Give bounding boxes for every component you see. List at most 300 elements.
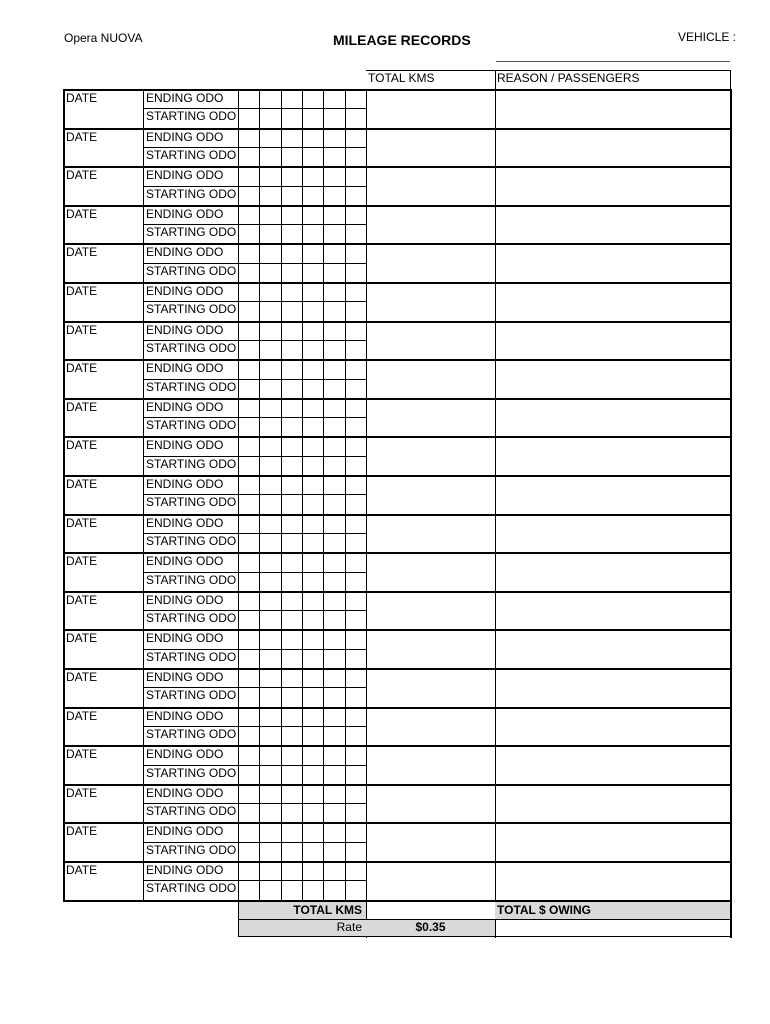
odo-digit-box[interactable] — [260, 109, 279, 126]
odo-digit-box[interactable] — [303, 283, 322, 300]
reason-passengers-field[interactable] — [497, 438, 728, 473]
odo-digit-box[interactable] — [260, 592, 279, 609]
odo-digit-box[interactable] — [324, 302, 343, 319]
odo-digit-box[interactable] — [303, 746, 322, 763]
odo-digit-box[interactable] — [346, 592, 365, 609]
odo-digit-box[interactable] — [260, 264, 279, 281]
reason-passengers-field[interactable] — [497, 400, 728, 435]
reason-passengers-field[interactable] — [497, 593, 728, 628]
odo-digit-box[interactable] — [346, 630, 365, 647]
odo-digit-box[interactable] — [282, 148, 301, 165]
total-kms-field[interactable] — [368, 400, 493, 435]
odo-digit-box[interactable] — [346, 399, 365, 416]
odo-digit-box[interactable] — [324, 225, 343, 242]
odo-digit-box[interactable] — [324, 785, 343, 802]
odo-digit-box[interactable] — [239, 611, 258, 628]
odo-digit-box[interactable] — [303, 843, 322, 860]
odo-digit-box[interactable] — [239, 862, 258, 879]
odo-digit-box[interactable] — [346, 457, 365, 474]
date-field[interactable] — [65, 417, 141, 434]
odo-digit-box[interactable] — [346, 283, 365, 300]
odo-digit-box[interactable] — [324, 592, 343, 609]
odo-digit-box[interactable] — [260, 534, 279, 551]
odo-digit-box[interactable] — [239, 785, 258, 802]
date-field[interactable] — [65, 687, 141, 704]
odo-digit-box[interactable] — [324, 727, 343, 744]
odo-digit-box[interactable] — [239, 225, 258, 242]
odo-digit-box[interactable] — [239, 727, 258, 744]
odo-digit-box[interactable] — [346, 148, 365, 165]
odo-digit-box[interactable] — [303, 360, 322, 377]
odo-digit-box[interactable] — [346, 476, 365, 493]
odo-digit-box[interactable] — [239, 534, 258, 551]
total-kms-field[interactable] — [368, 361, 493, 396]
odo-digit-box[interactable] — [324, 881, 343, 898]
total-kms-field[interactable] — [368, 168, 493, 203]
odo-digit-box[interactable] — [239, 881, 258, 898]
total-kms-field[interactable] — [368, 554, 493, 589]
odo-digit-box[interactable] — [239, 380, 258, 397]
odo-digit-box[interactable] — [260, 553, 279, 570]
odo-digit-box[interactable] — [303, 380, 322, 397]
date-field[interactable] — [65, 649, 141, 666]
odo-digit-box[interactable] — [282, 650, 301, 667]
odo-digit-box[interactable] — [303, 225, 322, 242]
total-kms-field[interactable] — [368, 477, 493, 512]
total-kms-field[interactable] — [368, 207, 493, 242]
odo-digit-box[interactable] — [324, 515, 343, 532]
odo-digit-box[interactable] — [346, 862, 365, 879]
odo-digit-box[interactable] — [324, 90, 343, 107]
odo-digit-box[interactable] — [303, 244, 322, 261]
odo-digit-box[interactable] — [303, 708, 322, 725]
odo-digit-box[interactable] — [260, 727, 279, 744]
odo-digit-box[interactable] — [346, 534, 365, 551]
odo-digit-box[interactable] — [303, 823, 322, 840]
date-field[interactable] — [65, 263, 141, 280]
total-kms-field[interactable] — [368, 593, 493, 628]
odo-digit-box[interactable] — [303, 322, 322, 339]
odo-digit-box[interactable] — [282, 244, 301, 261]
odo-digit-box[interactable] — [282, 90, 301, 107]
odo-digit-box[interactable] — [282, 843, 301, 860]
odo-digit-box[interactable] — [303, 727, 322, 744]
odo-digit-box[interactable] — [346, 553, 365, 570]
odo-digit-box[interactable] — [303, 476, 322, 493]
odo-digit-box[interactable] — [260, 881, 279, 898]
odo-digit-box[interactable] — [346, 418, 365, 435]
odo-digit-box[interactable] — [303, 766, 322, 783]
odo-digit-box[interactable] — [282, 360, 301, 377]
odo-digit-box[interactable] — [282, 592, 301, 609]
odo-digit-box[interactable] — [260, 785, 279, 802]
odo-digit-box[interactable] — [260, 669, 279, 686]
reason-passengers-field[interactable] — [497, 245, 728, 280]
odo-digit-box[interactable] — [239, 264, 258, 281]
total-kms-field[interactable] — [368, 670, 493, 705]
odo-digit-box[interactable] — [346, 264, 365, 281]
odo-digit-box[interactable] — [282, 476, 301, 493]
odo-digit-box[interactable] — [260, 360, 279, 377]
odo-digit-box[interactable] — [346, 495, 365, 512]
odo-digit-box[interactable] — [282, 553, 301, 570]
reason-passengers-field[interactable] — [497, 516, 728, 551]
odo-digit-box[interactable] — [346, 90, 365, 107]
odo-digit-box[interactable] — [346, 322, 365, 339]
odo-digit-box[interactable] — [239, 746, 258, 763]
reason-passengers-field[interactable] — [497, 670, 728, 705]
odo-digit-box[interactable] — [260, 708, 279, 725]
date-field[interactable] — [65, 610, 141, 627]
odo-digit-box[interactable] — [324, 437, 343, 454]
odo-digit-box[interactable] — [239, 457, 258, 474]
total-kms-field[interactable] — [368, 245, 493, 280]
odo-digit-box[interactable] — [282, 225, 301, 242]
date-field[interactable] — [65, 726, 141, 743]
date-field[interactable] — [65, 186, 141, 203]
odo-digit-box[interactable] — [239, 167, 258, 184]
odo-digit-box[interactable] — [303, 418, 322, 435]
odo-digit-box[interactable] — [260, 862, 279, 879]
odo-digit-box[interactable] — [346, 650, 365, 667]
odo-digit-box[interactable] — [239, 766, 258, 783]
odo-digit-box[interactable] — [282, 785, 301, 802]
odo-digit-box[interactable] — [282, 515, 301, 532]
odo-digit-box[interactable] — [239, 592, 258, 609]
odo-digit-box[interactable] — [239, 341, 258, 358]
odo-digit-box[interactable] — [282, 495, 301, 512]
odo-digit-box[interactable] — [303, 669, 322, 686]
odo-digit-box[interactable] — [346, 244, 365, 261]
total-kms-field[interactable] — [368, 130, 493, 165]
odo-digit-box[interactable] — [324, 804, 343, 821]
odo-digit-box[interactable] — [324, 650, 343, 667]
odo-digit-box[interactable] — [239, 283, 258, 300]
odo-digit-box[interactable] — [260, 476, 279, 493]
reason-passengers-field[interactable] — [497, 323, 728, 358]
odo-digit-box[interactable] — [346, 225, 365, 242]
odo-digit-box[interactable] — [260, 766, 279, 783]
odo-digit-box[interactable] — [346, 573, 365, 590]
odo-digit-box[interactable] — [324, 553, 343, 570]
odo-digit-box[interactable] — [282, 109, 301, 126]
odo-digit-box[interactable] — [346, 360, 365, 377]
odo-digit-box[interactable] — [346, 380, 365, 397]
odo-digit-box[interactable] — [324, 573, 343, 590]
odo-digit-box[interactable] — [239, 573, 258, 590]
odo-digit-box[interactable] — [346, 785, 365, 802]
odo-digit-box[interactable] — [324, 418, 343, 435]
footer-total-kms-field[interactable] — [368, 902, 493, 919]
odo-digit-box[interactable] — [282, 187, 301, 204]
odo-digit-box[interactable] — [346, 611, 365, 628]
odo-digit-box[interactable] — [324, 746, 343, 763]
total-kms-field[interactable] — [368, 91, 493, 126]
odo-digit-box[interactable] — [239, 244, 258, 261]
date-field[interactable] — [65, 572, 141, 589]
odo-digit-box[interactable] — [282, 437, 301, 454]
odo-digit-box[interactable] — [239, 708, 258, 725]
odo-digit-box[interactable] — [324, 708, 343, 725]
odo-digit-box[interactable] — [303, 264, 322, 281]
odo-digit-box[interactable] — [303, 495, 322, 512]
odo-digit-box[interactable] — [346, 804, 365, 821]
odo-digit-box[interactable] — [282, 206, 301, 223]
date-field[interactable] — [65, 108, 141, 125]
odo-digit-box[interactable] — [260, 746, 279, 763]
odo-digit-box[interactable] — [303, 785, 322, 802]
odo-digit-box[interactable] — [324, 129, 343, 146]
odo-digit-box[interactable] — [260, 573, 279, 590]
odo-digit-box[interactable] — [303, 862, 322, 879]
odo-digit-box[interactable] — [346, 302, 365, 319]
odo-digit-box[interactable] — [303, 630, 322, 647]
total-kms-field[interactable] — [368, 438, 493, 473]
odo-digit-box[interactable] — [260, 399, 279, 416]
reason-passengers-field[interactable] — [497, 747, 728, 782]
odo-digit-box[interactable] — [239, 109, 258, 126]
odo-digit-box[interactable] — [260, 322, 279, 339]
odo-digit-box[interactable] — [346, 688, 365, 705]
odo-digit-box[interactable] — [239, 515, 258, 532]
odo-digit-box[interactable] — [239, 669, 258, 686]
total-kms-field[interactable] — [368, 747, 493, 782]
odo-digit-box[interactable] — [303, 341, 322, 358]
reason-passengers-field[interactable] — [497, 91, 728, 126]
date-field[interactable] — [65, 340, 141, 357]
odo-digit-box[interactable] — [260, 129, 279, 146]
odo-digit-box[interactable] — [239, 302, 258, 319]
date-field[interactable] — [65, 301, 141, 318]
odo-digit-box[interactable] — [260, 457, 279, 474]
odo-digit-box[interactable] — [239, 650, 258, 667]
odo-digit-box[interactable] — [282, 457, 301, 474]
odo-digit-box[interactable] — [239, 437, 258, 454]
odo-digit-box[interactable] — [324, 399, 343, 416]
odo-digit-box[interactable] — [239, 148, 258, 165]
odo-digit-box[interactable] — [282, 669, 301, 686]
odo-digit-box[interactable] — [303, 515, 322, 532]
odo-digit-box[interactable] — [303, 90, 322, 107]
odo-digit-box[interactable] — [303, 534, 322, 551]
reason-passengers-field[interactable] — [497, 207, 728, 242]
odo-digit-box[interactable] — [282, 611, 301, 628]
odo-digit-box[interactable] — [260, 244, 279, 261]
odo-digit-box[interactable] — [346, 515, 365, 532]
odo-digit-box[interactable] — [239, 843, 258, 860]
odo-digit-box[interactable] — [324, 534, 343, 551]
odo-digit-box[interactable] — [324, 264, 343, 281]
total-kms-field[interactable] — [368, 709, 493, 744]
odo-digit-box[interactable] — [239, 476, 258, 493]
odo-digit-box[interactable] — [324, 187, 343, 204]
reason-passengers-field[interactable] — [497, 631, 728, 666]
odo-digit-box[interactable] — [239, 206, 258, 223]
odo-digit-box[interactable] — [239, 495, 258, 512]
odo-digit-box[interactable] — [282, 804, 301, 821]
odo-digit-box[interactable] — [303, 804, 322, 821]
odo-digit-box[interactable] — [346, 823, 365, 840]
odo-digit-box[interactable] — [239, 630, 258, 647]
odo-digit-box[interactable] — [324, 341, 343, 358]
odo-digit-box[interactable] — [239, 360, 258, 377]
total-kms-field[interactable] — [368, 786, 493, 821]
odo-digit-box[interactable] — [303, 187, 322, 204]
odo-digit-box[interactable] — [282, 708, 301, 725]
odo-digit-box[interactable] — [282, 418, 301, 435]
date-field[interactable] — [65, 533, 141, 550]
odo-digit-box[interactable] — [324, 862, 343, 879]
odo-digit-box[interactable] — [346, 746, 365, 763]
odo-digit-box[interactable] — [324, 167, 343, 184]
odo-digit-box[interactable] — [346, 341, 365, 358]
odo-digit-box[interactable] — [324, 457, 343, 474]
odo-digit-box[interactable] — [260, 302, 279, 319]
odo-digit-box[interactable] — [346, 727, 365, 744]
total-kms-field[interactable] — [368, 516, 493, 551]
odo-digit-box[interactable] — [303, 148, 322, 165]
reason-passengers-field[interactable] — [497, 477, 728, 512]
date-field[interactable] — [65, 456, 141, 473]
odo-digit-box[interactable] — [239, 187, 258, 204]
odo-digit-box[interactable] — [260, 611, 279, 628]
odo-digit-box[interactable] — [282, 264, 301, 281]
odo-digit-box[interactable] — [260, 90, 279, 107]
odo-digit-box[interactable] — [282, 727, 301, 744]
odo-digit-box[interactable] — [282, 630, 301, 647]
odo-digit-box[interactable] — [324, 476, 343, 493]
odo-digit-box[interactable] — [239, 418, 258, 435]
odo-digit-box[interactable] — [239, 804, 258, 821]
odo-digit-box[interactable] — [303, 437, 322, 454]
date-field[interactable] — [65, 147, 141, 164]
odo-digit-box[interactable] — [282, 167, 301, 184]
odo-digit-box[interactable] — [282, 283, 301, 300]
odo-digit-box[interactable] — [324, 322, 343, 339]
odo-digit-box[interactable] — [260, 341, 279, 358]
reason-passengers-field[interactable] — [497, 284, 728, 319]
odo-digit-box[interactable] — [239, 553, 258, 570]
total-kms-field[interactable] — [368, 284, 493, 319]
reason-passengers-field[interactable] — [497, 554, 728, 589]
odo-digit-box[interactable] — [346, 109, 365, 126]
odo-digit-box[interactable] — [282, 322, 301, 339]
odo-digit-box[interactable] — [282, 688, 301, 705]
odo-digit-box[interactable] — [239, 823, 258, 840]
odo-digit-box[interactable] — [346, 129, 365, 146]
odo-digit-box[interactable] — [346, 206, 365, 223]
total-kms-field[interactable] — [368, 824, 493, 859]
date-field[interactable] — [65, 224, 141, 241]
date-field[interactable] — [65, 765, 141, 782]
odo-digit-box[interactable] — [324, 360, 343, 377]
reason-passengers-field[interactable] — [497, 361, 728, 396]
odo-digit-box[interactable] — [303, 881, 322, 898]
odo-digit-box[interactable] — [303, 206, 322, 223]
odo-digit-box[interactable] — [260, 823, 279, 840]
odo-digit-box[interactable] — [282, 823, 301, 840]
odo-digit-box[interactable] — [303, 399, 322, 416]
odo-digit-box[interactable] — [303, 129, 322, 146]
odo-digit-box[interactable] — [324, 688, 343, 705]
odo-digit-box[interactable] — [303, 457, 322, 474]
odo-digit-box[interactable] — [282, 862, 301, 879]
odo-digit-box[interactable] — [239, 399, 258, 416]
reason-passengers-field[interactable] — [497, 786, 728, 821]
odo-digit-box[interactable] — [324, 380, 343, 397]
odo-digit-box[interactable] — [303, 167, 322, 184]
odo-digit-box[interactable] — [282, 766, 301, 783]
odo-digit-box[interactable] — [346, 766, 365, 783]
odo-digit-box[interactable] — [303, 573, 322, 590]
total-kms-field[interactable] — [368, 631, 493, 666]
total-kms-field[interactable] — [368, 323, 493, 358]
odo-digit-box[interactable] — [260, 630, 279, 647]
odo-digit-box[interactable] — [260, 437, 279, 454]
odo-digit-box[interactable] — [282, 573, 301, 590]
odo-digit-box[interactable] — [260, 688, 279, 705]
odo-digit-box[interactable] — [324, 148, 343, 165]
date-field[interactable] — [65, 379, 141, 396]
odo-digit-box[interactable] — [260, 187, 279, 204]
odo-digit-box[interactable] — [260, 650, 279, 667]
odo-digit-box[interactable] — [239, 688, 258, 705]
odo-digit-box[interactable] — [303, 611, 322, 628]
odo-digit-box[interactable] — [346, 187, 365, 204]
odo-digit-box[interactable] — [346, 843, 365, 860]
odo-digit-box[interactable] — [303, 688, 322, 705]
odo-digit-box[interactable] — [239, 90, 258, 107]
odo-digit-box[interactable] — [260, 148, 279, 165]
vehicle-input-line[interactable] — [496, 61, 730, 62]
odo-digit-box[interactable] — [346, 881, 365, 898]
odo-digit-box[interactable] — [260, 206, 279, 223]
odo-digit-box[interactable] — [324, 843, 343, 860]
odo-digit-box[interactable] — [260, 418, 279, 435]
odo-digit-box[interactable] — [282, 380, 301, 397]
odo-digit-box[interactable] — [324, 630, 343, 647]
odo-digit-box[interactable] — [346, 708, 365, 725]
odo-digit-box[interactable] — [346, 669, 365, 686]
odo-digit-box[interactable] — [324, 244, 343, 261]
odo-digit-box[interactable] — [324, 283, 343, 300]
odo-digit-box[interactable] — [282, 341, 301, 358]
odo-digit-box[interactable] — [239, 322, 258, 339]
odo-digit-box[interactable] — [282, 302, 301, 319]
odo-digit-box[interactable] — [324, 611, 343, 628]
odo-digit-box[interactable] — [324, 669, 343, 686]
reason-passengers-field[interactable] — [497, 130, 728, 165]
date-field[interactable] — [65, 803, 141, 820]
date-field[interactable] — [65, 842, 141, 859]
odo-digit-box[interactable] — [260, 804, 279, 821]
odo-digit-box[interactable] — [260, 380, 279, 397]
reason-passengers-field[interactable] — [497, 168, 728, 203]
date-field[interactable] — [65, 880, 141, 897]
odo-digit-box[interactable] — [303, 553, 322, 570]
odo-digit-box[interactable] — [282, 534, 301, 551]
odo-digit-box[interactable] — [260, 283, 279, 300]
odo-digit-box[interactable] — [282, 746, 301, 763]
total-kms-field[interactable] — [368, 863, 493, 898]
odo-digit-box[interactable] — [282, 399, 301, 416]
reason-passengers-field[interactable] — [497, 824, 728, 859]
reason-passengers-field[interactable] — [497, 863, 728, 898]
odo-digit-box[interactable] — [239, 129, 258, 146]
odo-digit-box[interactable] — [324, 109, 343, 126]
odo-digit-box[interactable] — [346, 167, 365, 184]
odo-digit-box[interactable] — [282, 129, 301, 146]
